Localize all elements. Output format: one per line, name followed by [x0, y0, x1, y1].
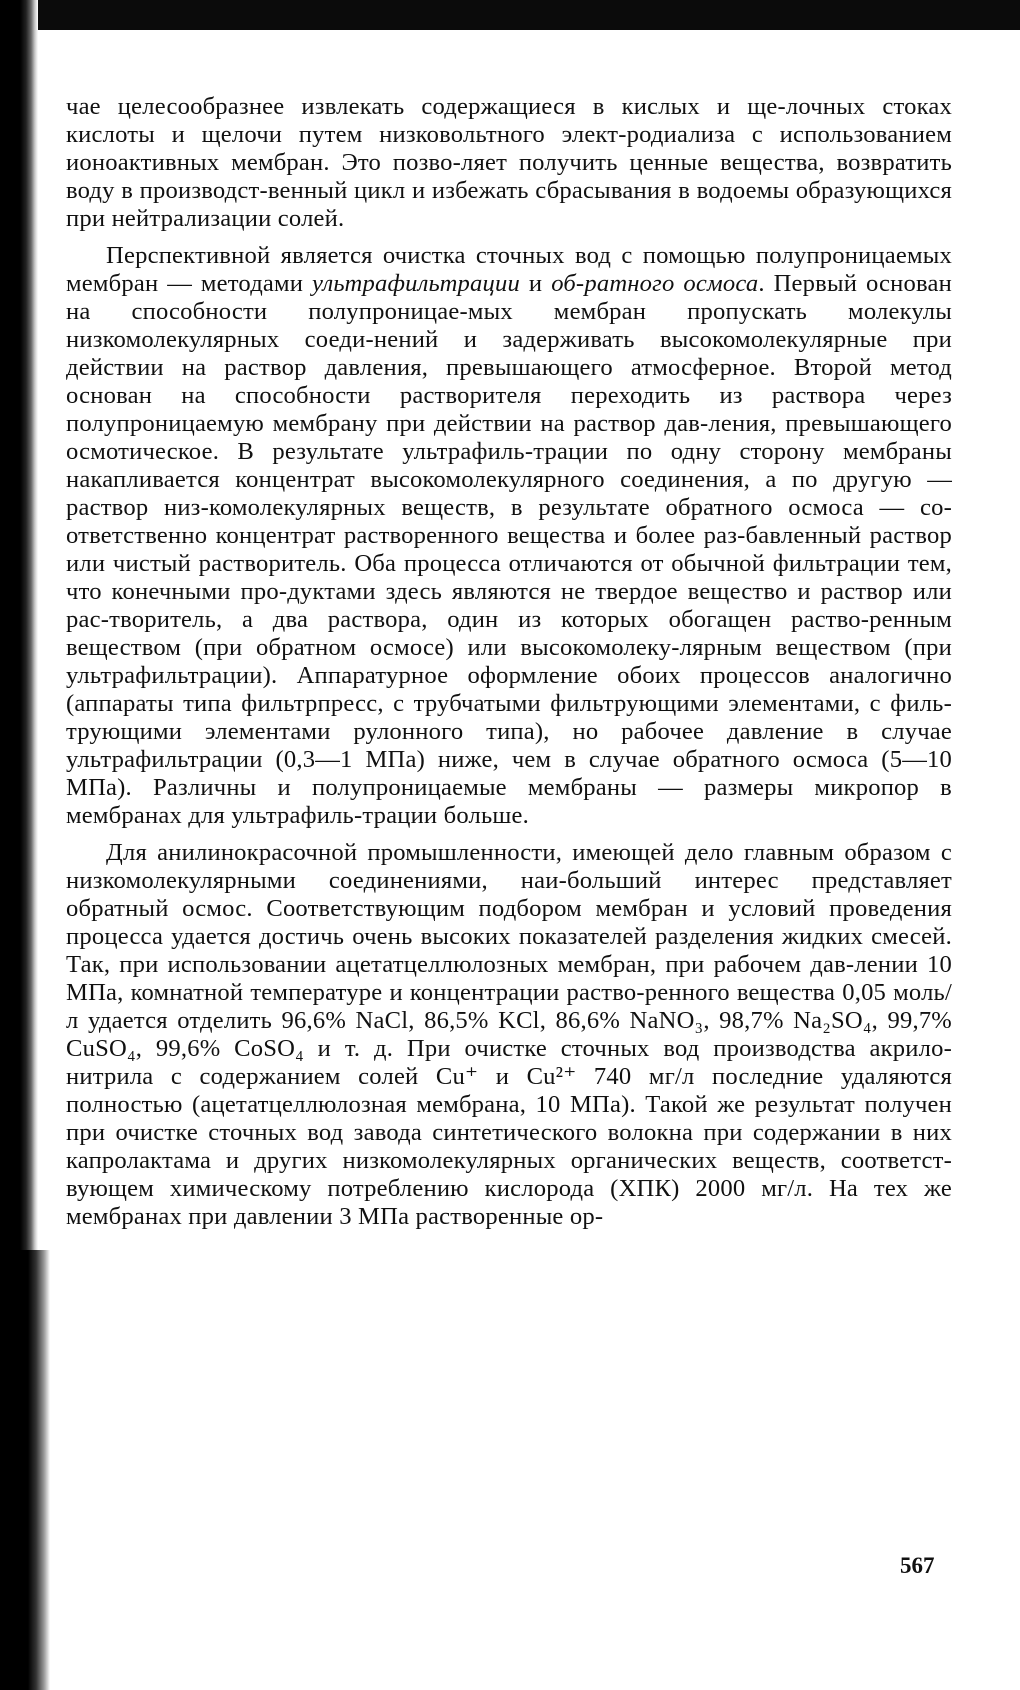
scan-left-border-lower — [0, 1250, 50, 1690]
paragraph-electrodialysis: чае целесообразнее извлекать содержащиеся в кислых и ще-лочных стоках кислоты и щелочи путем низковольтного элект-родиализа с использованием ионоактивных мембран. Это позво-ляет получить ценные вещества, возвратить воду в производст-венный цикл и избежать сбрасывания в водоемы образующихся при нейтрализации солей. — [66, 93, 952, 232]
page-number: 567 — [900, 1553, 935, 1578]
paragraph-membrane-methods — [66, 242, 952, 830]
term-reverse-osmosis: об-ратного осмоса — [551, 270, 759, 297]
term-ultrafiltration: ультрафильтрации — [312, 270, 521, 297]
paragraph-dye-industry: Для анилинокрасочной промышленности, имеющей дело главным образом с низкомолекулярными соединениями, наи-больший интерес представляет обратный осмос. Соответствующим подбором мембран и условий проведения процесса удается достичь очень высоких показателей разделения жидких смесей. Так, при использовании ацетатцеллюлозных мембран, при рабочем дав-лении 10 МПа, комнатной температуре и концентрации раство-ренного вещества 0,05 моль/л удается отделить 96,6% NaCl, 86,5% KCl, 86,6% NaNO₃, 98,7% Na₂SO₄, 99,7% CuSO₄, 99,6% CoSO₄ и т. д. При очистке сточных вод производства акрило-нитрила с содержанием солей Cu⁺ и Cu²⁺ 740 мг/л последние удаляются полностью (ацетатцеллюлозная мембрана, 10 МПа). Такой же результат получен при очистке сточных вод завода синтетического волокна при содержании в них капролактама и других низкомолекулярных органических веществ, соответст-вующем химическому потреблению кислорода (ХПК) 2000 мг/л. На тех же мембранах при давлении 3 МПа растворенные ор- — [66, 839, 952, 1230]
paragraph-membrane-intro: Перспективной является очистка сточных вод с помощью полупроницаемых мембран — методами — [66, 242, 952, 297]
page-body — [66, 93, 952, 1231]
paragraph-membrane-body: . Первый основан на способности полупроницае-мых мембран пропускать молекулы низкомолекулярных соеди-нений и задерживать высокомолекулярные при действии на раствор давления, превышающего атмосферное. Второй метод основан на способности растворителя переходить из раствора через полупроницаемую мембрану при действии на раствор дав-ления, превышающего осмотическое. В результате ультрафиль-трации по одну сторону мембраны накапливается концентрат высокомолекулярного соединения, а по другую — раствор низ-комолекулярных веществ, в результате обратного осмоса — со-ответственно концентрат растворенного вещества и более раз-бавленный раствор или чистый растворитель. Оба процесса отличаются от обычной фильтрации тем, что конечными про-дуктами здесь являются не твердое вещество и раствор или рас-творитель, а два раствора, один из которых обогащен раство-ренным веществом (при обратном осмосе) или высокомолеку-лярным веществом (при ультрафильтрации). Аппаратурное оформление обоих процессов аналогично (аппараты типа фильтрпресс, с трубчатыми фильтрующими элементами, с филь-трующими элементами рулонного типа), но рабочее давление в случае ультрафильтрации (0,3—1 МПа) ниже, чем в случае обратного осмоса (5—10 МПа). Различны и полупроницаемые мембраны — размеры микропор в мембранах для ультрафиль-трации больше. — [66, 270, 952, 829]
scan-top-border — [0, 0, 1020, 30]
conjunction-and: и — [520, 270, 552, 297]
